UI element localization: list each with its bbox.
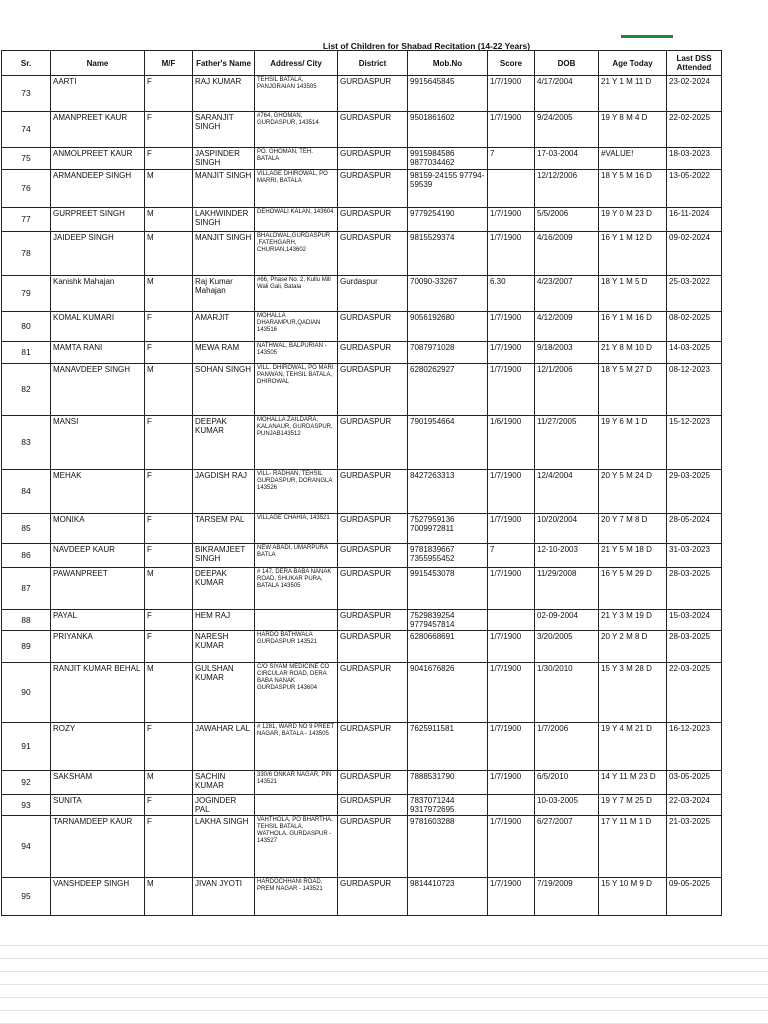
cell-name[interactable]: RANJIT KUMAR BEHAL [51,663,145,723]
table-body [2,76,722,916]
cell-mf[interactable]: F [145,631,193,663]
cell-name[interactable]: TARNAMDEEP KAUR [51,816,145,878]
cell-mf[interactable]: F [145,470,193,514]
table-row[interactable] [2,170,722,208]
cell-mob[interactable]: 9056192680 [408,312,488,342]
cell-sr[interactable]: 76 [2,170,51,208]
cell-name[interactable]: Kanishk Mahajan [51,276,145,312]
cell-name[interactable]: AARTI [51,76,145,112]
cell-mob[interactable]: 9814410723 [408,878,488,916]
table-row[interactable] [2,416,722,470]
cell-address[interactable] [255,610,338,631]
cell-dob[interactable]: 12/1/2006 [535,364,599,416]
column-header[interactable]: DOB [535,51,599,76]
empty-rows [0,933,768,1024]
cell-age[interactable]: 20 Y 7 M 8 D [599,514,667,544]
column-header[interactable]: Sr. [2,51,51,76]
cell-sr[interactable]: 86 [2,544,51,568]
cell-district[interactable]: GURDASPUR [338,148,408,170]
cell-dob[interactable]: 12/4/2004 [535,470,599,514]
cell-sr[interactable]: 83 [2,416,51,470]
column-header[interactable]: Father's Name [193,51,255,76]
cell-address[interactable]: TEHSIL BATALA, PANJGRAIAN 143505 [255,76,338,112]
cell-district[interactable]: GURDASPUR [338,208,408,232]
cell-address[interactable]: HARDOCHHANI ROAD, PREM NAGAR - 143521 [255,878,338,916]
cell-age[interactable]: 21 Y 1 M 11 D [599,76,667,112]
cell-score[interactable]: 1/7/1900 [488,208,535,232]
cell-dob[interactable]: 10-03-2005 [535,795,599,816]
cell-name[interactable]: MONIKA [51,514,145,544]
cell-score[interactable]: 1/7/1900 [488,514,535,544]
sheet-title: List of Children for Shabad Recitation (14-22 Years) [322,41,531,51]
cell-score[interactable]: 1/7/1900 [488,771,535,795]
cell-age[interactable]: 19 Y 8 M 4 D [599,112,667,148]
cell-mob[interactable]: 9781839667 7355955452 [408,544,488,568]
cell-address[interactable]: HARDO BATHWALA GURDASPUR 143521 [255,631,338,663]
cell-sr[interactable]: 89 [2,631,51,663]
cell-score[interactable]: 1/7/1900 [488,312,535,342]
cell-district[interactable]: GURDASPUR [338,723,408,771]
cell-name[interactable]: GURPREET SINGH [51,208,145,232]
cell-mf[interactable]: F [145,148,193,170]
table-row[interactable] [2,878,722,916]
cell-age[interactable]: 20 Y 2 M 8 D [599,631,667,663]
cell-father[interactable]: JOGINDER PAL [193,795,255,816]
cell-mob[interactable]: 7888531790 [408,771,488,795]
cell-last[interactable]: 22-03-2025 [667,663,722,723]
table-row[interactable] [2,148,722,170]
cell-mf[interactable]: M [145,208,193,232]
cell-mf[interactable]: M [145,170,193,208]
cell-address[interactable]: NATHWAL, BALPURIAN - 143505 [255,342,338,364]
cell-district[interactable]: GURDASPUR [338,663,408,723]
cell-name[interactable]: ROZY [51,723,145,771]
cell-name[interactable]: ARMANDEEP SINGH [51,170,145,208]
cell-father[interactable]: DEEPAK KUMAR [193,568,255,610]
table-row[interactable] [2,568,722,610]
cell-sr[interactable]: 80 [2,312,51,342]
cell-age[interactable]: 16 Y 1 M 12 D [599,232,667,276]
cell-age[interactable]: 21 Y 3 M 19 D [599,610,667,631]
cell-mf[interactable]: F [145,76,193,112]
cell-sr[interactable]: 95 [2,878,51,916]
cell-last[interactable]: 28-03-2025 [667,631,722,663]
cell-district[interactable]: GURDASPUR [338,470,408,514]
cell-dob[interactable]: 11/29/2008 [535,568,599,610]
cell-address[interactable]: NEW ABADI, UMARPURA BATLA [255,544,338,568]
cell-address[interactable]: MOHALLA DHARAMPUR,QADIAN 143516 [255,312,338,342]
cell-father[interactable]: TARSEM PAL [193,514,255,544]
cell-last[interactable]: 23-02-2024 [667,76,722,112]
cell-age[interactable]: 16 Y 1 M 16 D [599,312,667,342]
cell-mob[interactable]: 7527959136 7009972811 [408,514,488,544]
cell-father[interactable]: MEWA RAM [193,342,255,364]
cell-dob[interactable]: 9/18/2003 [535,342,599,364]
cell-mob[interactable]: 9915984586 9877034462 [408,148,488,170]
cell-score[interactable]: 1/7/1900 [488,816,535,878]
cell-dob[interactable]: 17-03-2004 [535,148,599,170]
cell-last[interactable]: 13-05-2022 [667,170,722,208]
cell-age[interactable]: 18 Y 5 M 27 D [599,364,667,416]
cell-score[interactable]: 1/7/1900 [488,232,535,276]
table-row[interactable] [2,208,722,232]
cell-mf[interactable]: M [145,364,193,416]
cell-score[interactable]: 1/7/1900 [488,723,535,771]
cell-mob[interactable]: 7901954664 [408,416,488,470]
cell-mob[interactable]: 98159-24155 97794-59539 [408,170,488,208]
cell-district[interactable]: GURDASPUR [338,342,408,364]
cell-age[interactable]: 19 Y 6 M 1 D [599,416,667,470]
cell-sr[interactable]: 84 [2,470,51,514]
cell-mf[interactable]: M [145,663,193,723]
cell-name[interactable]: NAVDEEP KAUR [51,544,145,568]
cell-dob[interactable]: 11/27/2005 [535,416,599,470]
cell-last[interactable]: 28-05-2024 [667,514,722,544]
cell-address[interactable]: #66, Phase No. 2, Kullu Mill Wali Gali, Batala [255,276,338,312]
cell-district[interactable]: GURDASPUR [338,364,408,416]
cell-score[interactable] [488,610,535,631]
column-header[interactable]: Mob.No [408,51,488,76]
cell-mf[interactable]: M [145,232,193,276]
table-row[interactable] [2,112,722,148]
cell-last[interactable]: 28-03-2025 [667,568,722,610]
cell-mf[interactable]: F [145,795,193,816]
table-row[interactable] [2,771,722,795]
cell-dob[interactable]: 9/24/2005 [535,112,599,148]
cell-last[interactable]: 14-03-2025 [667,342,722,364]
cell-mob[interactable]: 9781603288 [408,816,488,878]
cell-father[interactable]: NARESH KUMAR [193,631,255,663]
cell-father[interactable]: MANJIT SINGH [193,170,255,208]
cell-name[interactable]: PAYAL [51,610,145,631]
cell-name[interactable]: SAKSHAM [51,771,145,795]
cell-address[interactable]: #764, GHOMAN, GURDASPUR, 143514 [255,112,338,148]
cell-mf[interactable]: F [145,610,193,631]
children-table [1,50,722,916]
cell-last[interactable]: 08-02-2025 [667,312,722,342]
cell-last[interactable]: 09-02-2024 [667,232,722,276]
cell-mob[interactable]: 9779254190 [408,208,488,232]
cell-dob[interactable]: 3/20/2005 [535,631,599,663]
cell-mob[interactable]: 8427263313 [408,470,488,514]
cell-age[interactable]: 19 Y 0 M 23 D [599,208,667,232]
cell-father[interactable]: LAKHWINDER SINGH [193,208,255,232]
cell-last[interactable]: 22-02-2025 [667,112,722,148]
cell-address[interactable]: # 1281, WARD NO 9 PREET NAGAR, BATALA - 143505 [255,723,338,771]
cell-age[interactable]: 17 Y 11 M 1 D [599,816,667,878]
cell-address[interactable]: VILL. DHIROWAL, PO MARI PANWAN, TEHSIL BATALA, DHIROWAL [255,364,338,416]
cell-address[interactable]: MOHALLA ZAILDARA, KALANAUR, GURDASPUR, PUNJAB143512 [255,416,338,470]
cell-father[interactable]: SOHAN SINGH [193,364,255,416]
cell-last[interactable]: 25-03-2022 [667,276,722,312]
cell-score[interactable]: 1/7/1900 [488,663,535,723]
cell-mob[interactable]: 9501861602 [408,112,488,148]
cell-mob[interactable]: 6280668691 [408,631,488,663]
cell-last[interactable]: 18-03-2023 [667,148,722,170]
cell-dob[interactable]: 4/12/2009 [535,312,599,342]
cell-age[interactable]: 16 Y 5 M 29 D [599,568,667,610]
header-row [2,51,722,76]
cell-last[interactable]: 16-12-2023 [667,723,722,771]
active-cell-indicator [621,35,673,38]
table-row[interactable] [2,723,722,771]
cell-father[interactable]: Raj Kumar Mahajan [193,276,255,312]
column-header[interactable]: Score [488,51,535,76]
table-row[interactable] [2,342,722,364]
cell-father[interactable]: LAKHA SINGH [193,816,255,878]
cell-score[interactable] [488,795,535,816]
table-row[interactable] [2,514,722,544]
cell-father[interactable]: RAJ KUMAR [193,76,255,112]
cell-father[interactable]: SACHIN KUMAR [193,771,255,795]
cell-score[interactable]: 1/7/1900 [488,342,535,364]
cell-mob[interactable]: 6280262927 [408,364,488,416]
cell-sr[interactable]: 90 [2,663,51,723]
table-row[interactable] [2,76,722,112]
cell-district[interactable]: GURDASPUR [338,416,408,470]
cell-father[interactable]: JAWAHAR LAL [193,723,255,771]
cell-mob[interactable]: 9041676826 [408,663,488,723]
cell-mob[interactable]: 7625911581 [408,723,488,771]
cell-district[interactable]: GURDASPUR [338,878,408,916]
cell-score[interactable]: 1/6/1900 [488,416,535,470]
cell-name[interactable]: PRIYANKA [51,631,145,663]
cell-score[interactable]: 1/7/1900 [488,878,535,916]
cell-last[interactable]: 31-03-2023 [667,544,722,568]
cell-mf[interactable]: M [145,276,193,312]
cell-district[interactable]: Gurdaspur [338,276,408,312]
cell-name[interactable]: MEHAK [51,470,145,514]
cell-mob[interactable]: 7837071244 9317972695 [408,795,488,816]
table-row[interactable] [2,232,722,276]
cell-score[interactable]: 1/7/1900 [488,76,535,112]
cell-district[interactable]: GURDASPUR [338,544,408,568]
cell-sr[interactable]: 93 [2,795,51,816]
cell-age[interactable]: 15 Y 3 M 28 D [599,663,667,723]
column-header[interactable]: District [338,51,408,76]
cell-address[interactable]: VILLAGE DHIROWAL, PO MARRI, BATALA [255,170,338,208]
cell-last[interactable]: 15-03-2024 [667,610,722,631]
table-row[interactable] [2,544,722,568]
cell-district[interactable]: GURDASPUR [338,568,408,610]
cell-age[interactable]: 19 Y 4 M 21 D [599,723,667,771]
cell-sr[interactable]: 75 [2,148,51,170]
cell-father[interactable]: GULSHAN KUMAR [193,663,255,723]
cell-score[interactable]: 1/7/1900 [488,631,535,663]
table-row[interactable] [2,816,722,878]
column-header[interactable]: Address/ City [255,51,338,76]
cell-mob[interactable]: 7529839254 9779457814 [408,610,488,631]
cell-address[interactable]: BHALOWAL,GURDASPUR ,FATEHGARH, CHURIAN,143602 [255,232,338,276]
cell-district[interactable]: GURDASPUR [338,312,408,342]
cell-name[interactable]: JAIDEEP SINGH [51,232,145,276]
cell-father[interactable]: SARANJIT SINGH [193,112,255,148]
cell-mf[interactable]: F [145,112,193,148]
cell-district[interactable]: GURDASPUR [338,76,408,112]
cell-last[interactable]: 15-12-2023 [667,416,722,470]
cell-address[interactable]: C/O SIYAM MEDICINE CO CIRCULAR ROAD, DERA BABA NANAK GURDASPUR 143604 [255,663,338,723]
column-header[interactable]: Last DSS Attended [667,51,722,76]
table-row[interactable] [2,795,722,816]
cell-father[interactable]: DEEPAK KUMAR [193,416,255,470]
cell-last[interactable]: 22-03-2024 [667,795,722,816]
table-row[interactable] [2,312,722,342]
cell-father[interactable]: AMARJIT [193,312,255,342]
cell-name[interactable]: AMANPREET KAUR [51,112,145,148]
cell-district[interactable]: GURDASPUR [338,514,408,544]
cell-age[interactable]: 21 Y 5 M 18 D [599,544,667,568]
cell-dob[interactable]: 6/27/2007 [535,816,599,878]
cell-dob[interactable]: 12/12/2006 [535,170,599,208]
cell-score[interactable]: 1/7/1900 [488,364,535,416]
cell-name[interactable]: SUNITA [51,795,145,816]
cell-district[interactable]: GURDASPUR [338,232,408,276]
cell-age[interactable]: 18 Y 1 M 5 D [599,276,667,312]
cell-last[interactable]: 03-05-2025 [667,771,722,795]
cell-mf[interactable]: F [145,416,193,470]
cell-age[interactable]: #VALUE! [599,148,667,170]
cell-sr[interactable]: 77 [2,208,51,232]
cell-address[interactable]: VILLAGE CHAHIA, 143521 [255,514,338,544]
cell-last[interactable]: 16-11-2024 [667,208,722,232]
cell-last[interactable]: 09-05-2025 [667,878,722,916]
cell-district[interactable]: GURDASPUR [338,771,408,795]
cell-sr[interactable]: 74 [2,112,51,148]
cell-sr[interactable]: 81 [2,342,51,364]
cell-dob[interactable]: 4/16/2009 [535,232,599,276]
cell-sr[interactable]: 92 [2,771,51,795]
table-row[interactable] [2,610,722,631]
cell-mf[interactable]: M [145,878,193,916]
cell-score[interactable]: 7 [488,544,535,568]
cell-mf[interactable]: M [145,568,193,610]
cell-mf[interactable]: F [145,342,193,364]
cell-name[interactable]: PAWANPREET [51,568,145,610]
cell-score[interactable]: 6.30 [488,276,535,312]
cell-dob[interactable]: 10/20/2004 [535,514,599,544]
cell-sr[interactable]: 91 [2,723,51,771]
cell-name[interactable]: KOMAL KUMARI [51,312,145,342]
cell-address[interactable]: VILL- RADHAN, TEHSIL GURDASPUR, DORANGLA 143526 [255,470,338,514]
cell-name[interactable]: MANAVDEEP SINGH [51,364,145,416]
cell-father[interactable]: JIVAN JYOTI [193,878,255,916]
cell-score[interactable]: 1/7/1900 [488,568,535,610]
cell-mob[interactable]: 70090-33267 [408,276,488,312]
cell-sr[interactable]: 78 [2,232,51,276]
cell-address[interactable]: DEHOWALI KALAN, 143604 [255,208,338,232]
cell-district[interactable]: GURDASPUR [338,170,408,208]
cell-last[interactable]: 08-12-2023 [667,364,722,416]
cell-score[interactable]: 7 [488,148,535,170]
cell-mf[interactable]: F [145,312,193,342]
cell-dob[interactable]: 4/23/2007 [535,276,599,312]
table-row[interactable] [2,276,722,312]
cell-age[interactable]: 21 Y 8 M 10 D [599,342,667,364]
cell-sr[interactable]: 94 [2,816,51,878]
cell-father[interactable]: HEM RAJ [193,610,255,631]
cell-father[interactable]: JASPINDER SINGH [193,148,255,170]
table-row[interactable] [2,470,722,514]
cell-sr[interactable]: 79 [2,276,51,312]
cell-name[interactable]: MAMTA RANI [51,342,145,364]
cell-sr[interactable]: 87 [2,568,51,610]
cell-score[interactable]: 1/7/1900 [488,470,535,514]
cell-district[interactable]: GURDASPUR [338,816,408,878]
cell-dob[interactable]: 1/30/2010 [535,663,599,723]
cell-father[interactable]: BIKRAMJEET SINGH [193,544,255,568]
cell-father[interactable]: JAGDISH RAJ [193,470,255,514]
cell-sr[interactable]: 73 [2,76,51,112]
cell-sr[interactable]: 88 [2,610,51,631]
column-header[interactable]: Name [51,51,145,76]
cell-mob[interactable]: 9915453078 [408,568,488,610]
cell-score[interactable] [488,170,535,208]
cell-dob[interactable]: 12-10-2003 [535,544,599,568]
cell-age[interactable]: 15 Y 10 M 9 D [599,878,667,916]
cell-mf[interactable]: F [145,723,193,771]
cell-district[interactable]: GURDASPUR [338,610,408,631]
cell-mf[interactable]: F [145,816,193,878]
cell-district[interactable]: GURDASPUR [338,795,408,816]
column-header[interactable]: Age Today [599,51,667,76]
cell-age[interactable]: 14 Y 11 M 23 D [599,771,667,795]
cell-address[interactable]: # 147, DERA BABA NANAK ROAD, SHUKAR PURA, BATALA 143505 [255,568,338,610]
cell-dob[interactable]: 02-09-2004 [535,610,599,631]
cell-age[interactable]: 18 Y 5 M 16 D [599,170,667,208]
cell-age[interactable]: 19 Y 7 M 25 D [599,795,667,816]
table-row[interactable] [2,631,722,663]
cell-address[interactable] [255,795,338,816]
cell-last[interactable]: 21-03-2025 [667,816,722,878]
cell-mob[interactable]: 9915645845 [408,76,488,112]
cell-mob[interactable]: 7087971028 [408,342,488,364]
column-header[interactable]: M/F [145,51,193,76]
cell-last[interactable]: 29-03-2025 [667,470,722,514]
cell-name[interactable]: ANMOLPREET KAUR [51,148,145,170]
cell-mf[interactable]: F [145,544,193,568]
cell-district[interactable]: GURDASPUR [338,112,408,148]
cell-dob[interactable]: 1/7/2006 [535,723,599,771]
table-row[interactable] [2,663,722,723]
cell-mf[interactable]: F [145,514,193,544]
cell-address[interactable]: VAHTHOLA, PO BHARTHA, TEHSIL BATALA, WATHOLA, GURDASPUR - 143527 [255,816,338,878]
cell-district[interactable]: GURDASPUR [338,631,408,663]
cell-dob[interactable]: 5/5/2006 [535,208,599,232]
cell-sr[interactable]: 85 [2,514,51,544]
cell-dob[interactable]: 4/17/2004 [535,76,599,112]
cell-mf[interactable]: M [145,771,193,795]
cell-name[interactable]: VANSHDEEP SINGH [51,878,145,916]
cell-address[interactable]: 330/6 ONKAR NAGAR, PIN 143521 [255,771,338,795]
cell-sr[interactable]: 82 [2,364,51,416]
cell-father[interactable]: MANJIT SINGH [193,232,255,276]
cell-age[interactable]: 20 Y 5 M 24 D [599,470,667,514]
cell-score[interactable]: 1/7/1900 [488,112,535,148]
cell-dob[interactable]: 6/5/2010 [535,771,599,795]
cell-mob[interactable]: 9815529374 [408,232,488,276]
cell-dob[interactable]: 7/19/2009 [535,878,599,916]
cell-address[interactable]: PO. GHOMAN, TEH. BATALA [255,148,338,170]
cell-name[interactable]: MANSI [51,416,145,470]
table-row[interactable] [2,364,722,416]
